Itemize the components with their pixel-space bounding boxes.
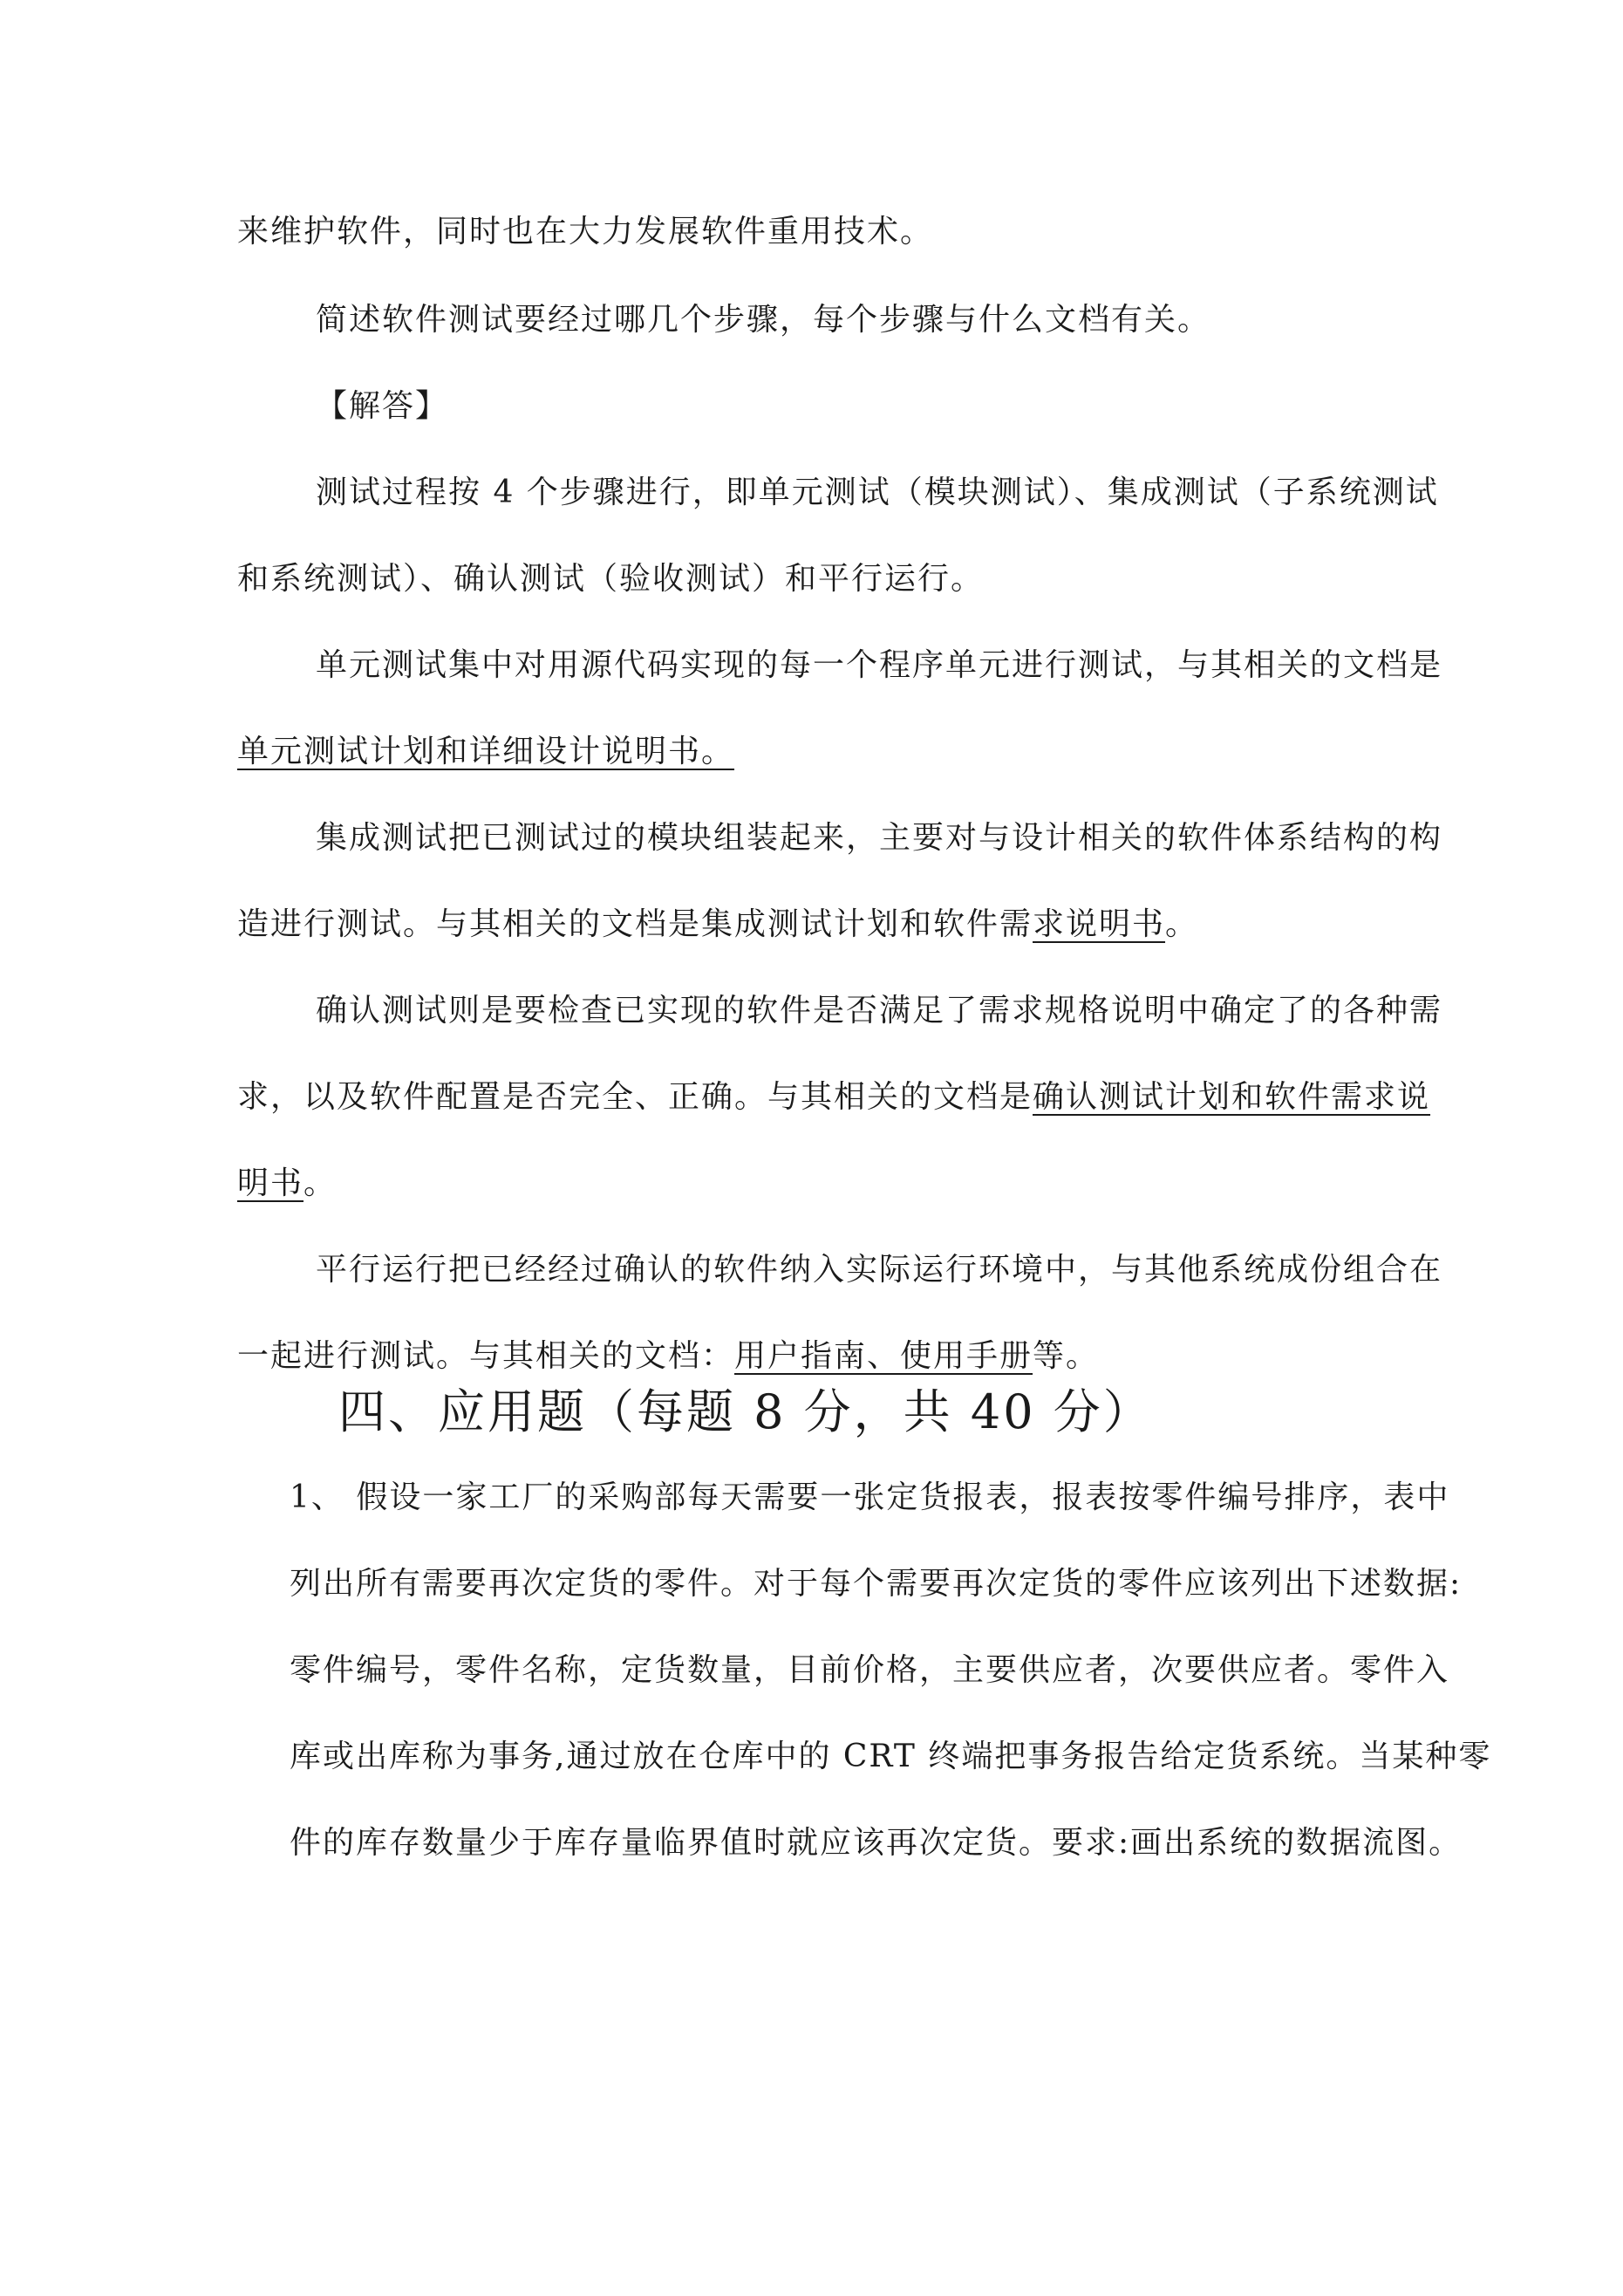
- text-segment: 。: [1165, 906, 1199, 942]
- problem-line: 1、 假设一家工厂的采购部每天需要一张定货报表，报表按零件编号排序，表中: [290, 1479, 1450, 1515]
- text-segment: 一起进行测试。与其相关的文档：: [237, 1338, 735, 1374]
- paragraph-line: [237, 1076, 1430, 1118]
- paragraph-line: 单元测试集中对用源代码实现的每一个程序单元进行测试，与其相关的文档是: [316, 647, 1443, 683]
- problem-line: 件的库存数量少于库存量临界值时就应该再次定货。要求:画出系统的数据流图。: [290, 1825, 1463, 1861]
- paragraph-line: 确认测试则是要检查已实现的软件是否满足了需求规格说明中确定了的各种需: [316, 993, 1443, 1028]
- text-segment: 求，以及软件配置是否完全、正确。与其相关的文档是: [237, 1079, 1033, 1115]
- paragraph-line: 和系统测试）、确认测试（验收测试）和平行运行。: [237, 561, 985, 597]
- problem-line: 零件编号，零件名称，定货数量，目前价格，主要供应者，次要供应者。零件入: [290, 1652, 1450, 1688]
- underlined-text: 单元测试计划和详细设计说明书。: [237, 734, 735, 769]
- underlined-text: 求说明书: [1033, 906, 1166, 942]
- section-heading: 四、应用题（每题 8 分，共 40 分）: [338, 1384, 1153, 1439]
- underlined-text: 确认测试计划和软件需求说: [1033, 1079, 1431, 1115]
- text-segment: 。: [303, 1165, 338, 1201]
- paragraph-line: 平行运行把已经经过确认的软件纳入实际运行环境中，与其他系统成份组合在: [316, 1252, 1443, 1288]
- problem-line: 列出所有需要再次定货的零件。对于每个需要再次定货的零件应该列出下述数据:: [290, 1566, 1463, 1602]
- text-segment: 造进行测试。与其相关的文档是集成测试计划和软件需: [237, 906, 1033, 942]
- paragraph-line: [237, 904, 1198, 946]
- paragraph-line: 测试过程按 4 个步骤进行，即单元测试（模块测试）、集成测试（子系统测试: [316, 475, 1439, 510]
- problem-line: 库或出库称为事务,通过放在仓库中的 CRT 终端把事务报告给定货系统。当某种零: [290, 1739, 1492, 1774]
- paragraph-line: 集成测试把已测试过的模块组装起来，主要对与设计相关的软件体系结构的构: [316, 820, 1443, 856]
- text-segment: 等。: [1033, 1338, 1100, 1374]
- paragraph-line: 来维护软件，同时也在大力发展软件重用技术。: [237, 214, 934, 249]
- paragraph-line: [237, 1336, 1099, 1377]
- underlined-text: 用户指南、使用手册: [734, 1338, 1033, 1374]
- question-text: 简述软件测试要经过哪几个步骤，每个步骤与什么文档有关。: [316, 302, 1211, 338]
- paragraph-line: [237, 1163, 337, 1205]
- underlined-text: 明书: [237, 1165, 304, 1201]
- answer-label: 【解答】: [316, 388, 449, 424]
